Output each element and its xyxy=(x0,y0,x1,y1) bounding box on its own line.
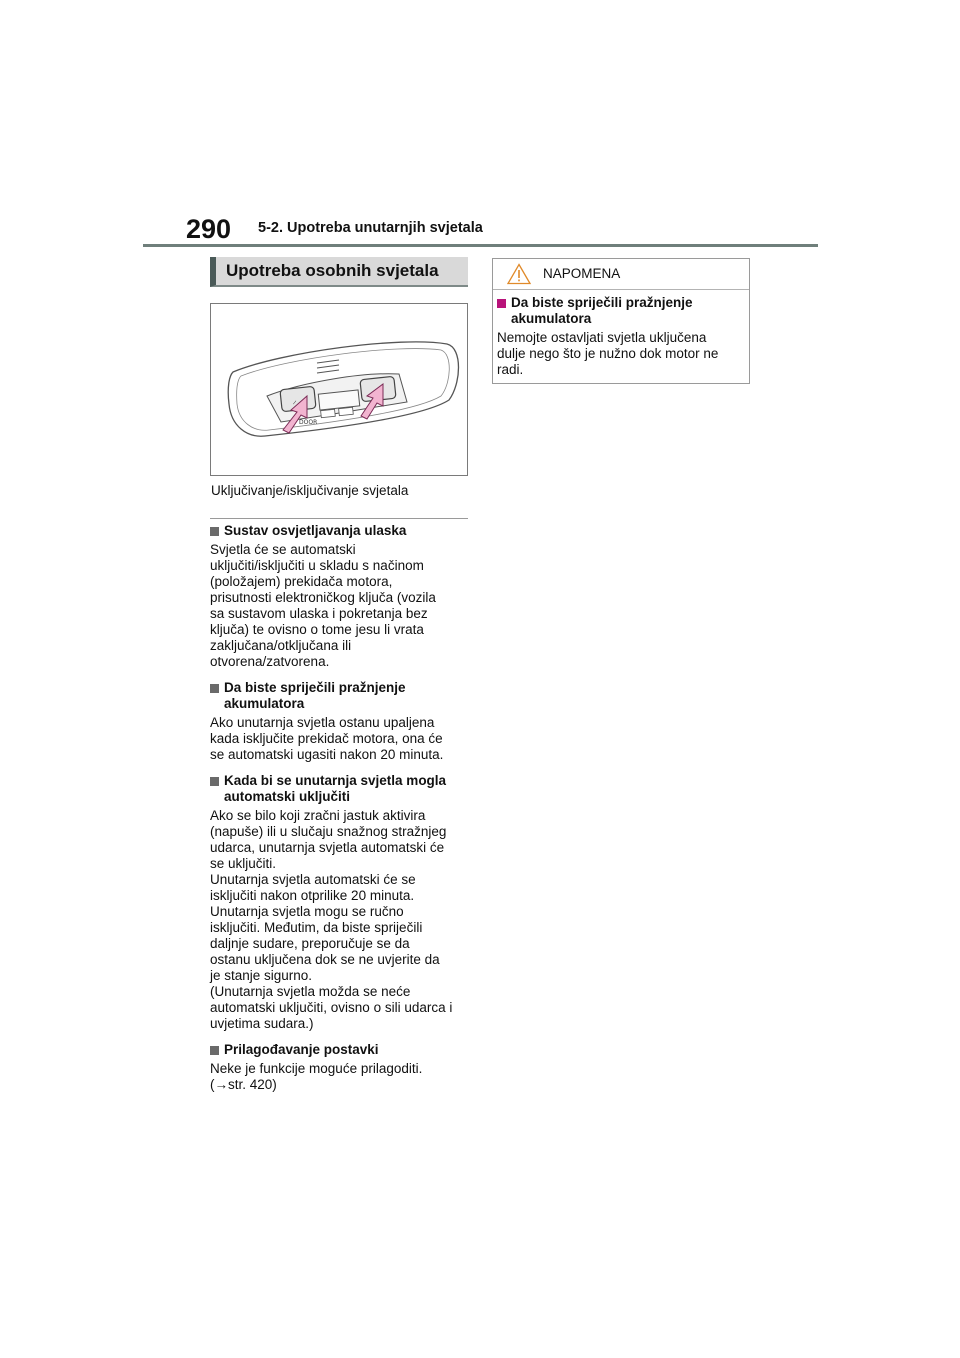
door-label: DOOR xyxy=(299,419,318,426)
square-bullet-icon xyxy=(210,684,219,693)
header-rule xyxy=(143,244,818,247)
item-title: Da biste spriječili pražnjenje akumulatora xyxy=(224,680,406,711)
item-body: Neke je funkcije moguće prilagoditi. (→str. 420) xyxy=(210,1061,423,1092)
item-body: Svjetla će se automatski uključiti/isključiti u skladu s načinom (položajem) prekidača motora, prisutnosti elektroničkog ključa (vozila sa sustavom ulaska i pokretanja bez ključa) te ovisno o tome jesu li vrata zaključana/otključana ili otvorena/zatvorena. xyxy=(210,542,436,669)
divider xyxy=(210,518,468,519)
overhead-light-illustration xyxy=(210,303,468,476)
square-bullet-icon xyxy=(497,299,506,308)
note-label: NAPOMENA xyxy=(543,266,621,281)
note-header xyxy=(493,259,749,290)
list-item xyxy=(210,1042,472,1093)
square-bullet-icon xyxy=(210,1046,219,1055)
note-content xyxy=(497,295,749,378)
item-body: Ako unutarnja svjetla ostanu upaljena kada isključite prekidač motora, ona će se automatski ugasiti nakon 20 minuta. xyxy=(210,715,444,762)
item-body: Ako se bilo koji zračni jastuk aktivira (napuše) ili u slučaju snažnog stražnjeg udarca, unutarnja svjetla automatski će se uključiti. Unutarnja svjetla automatski će se isključiti nakon otprilike 20 minuta. Unutarnja svjetla mogu se ručno isključiti. Međutim, da biste spriječili daljnje sudare, preporučuje se da ostanu uključena dok se ne uvjerite da je stanje sigurno. (Unutarnja svjetla možda se neće automatski uključiti, ovisno o sili udarca i uvjetima sudara.) xyxy=(210,808,453,1031)
square-bullet-icon xyxy=(210,527,219,536)
note-item-body: Nemojte ostavljati svjetla uključena dulje nego što je nužno dok motor ne radi. xyxy=(497,330,719,377)
section-heading xyxy=(210,257,468,287)
list-item xyxy=(210,680,472,763)
note-item-title: Da biste spriječili pražnjenje akumulatora xyxy=(511,295,693,326)
list-item xyxy=(210,523,472,670)
page-number: 290 xyxy=(186,214,232,244)
warning-triangle-icon xyxy=(507,263,531,285)
item-title: Prilagođavanje postavki xyxy=(224,1042,379,1057)
info-list xyxy=(210,523,472,1103)
square-bullet-icon xyxy=(210,777,219,786)
item-title: Kada bi se unutarnja svjetla mogla automatski uključiti xyxy=(224,773,447,804)
illustration-caption: Uključivanje/isključivanje svjetala xyxy=(211,483,409,498)
section-title: Upotreba osobnih svjetala xyxy=(226,261,439,280)
chapter-title: 5-2. Upotreba unutarnjih svjetala xyxy=(258,220,483,236)
svg-text:⸝: ⸝ xyxy=(291,396,298,407)
note-box xyxy=(492,258,750,384)
list-item xyxy=(210,773,472,1032)
item-title: Sustav osvjetljavanja ulaska xyxy=(224,523,407,538)
